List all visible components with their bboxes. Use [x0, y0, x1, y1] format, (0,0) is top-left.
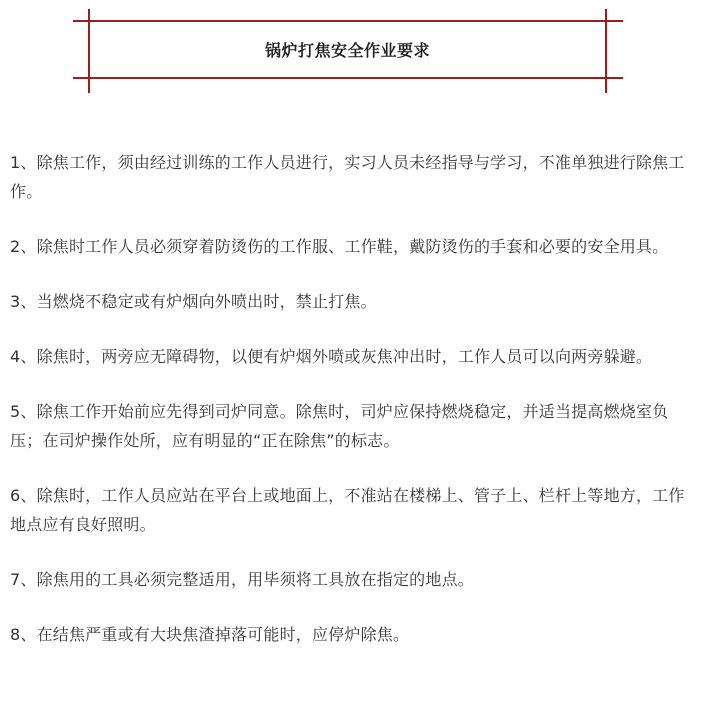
list-item: 1、除焦工作，须由经过训练的工作人员进行，实习人员未经指导与学习，不准单独进行除焦工作。 — [10, 153, 685, 201]
list-item: 7、除焦用的工具必须完整适用，用毕须将工具放在指定的地点。 — [10, 570, 474, 589]
list-item: 3、当燃烧不稳定或有炉烟向外喷出时，禁止打焦。 — [10, 292, 377, 311]
frame-right-line — [605, 9, 607, 93]
list-item: 5、除焦工作开始前应先得到司炉同意。除焦时，司炉应保持燃烧稳定，并适当提高燃烧室负压；在司炉操作处所，应有明显的“正在除焦”的标志。 — [10, 402, 669, 450]
frame-bottom-line — [73, 77, 623, 79]
list-item: 2、除焦时工作人员必须穿着防烫伤的工作服、工作鞋，戴防烫伤的手套和必要的安全用具。 — [10, 237, 669, 256]
list-item: 6、除焦时，工作人员应站在平台上或地面上，不准站在楼梯上、管子上、栏杆上等地方，工作地点应有良好照明。 — [10, 486, 685, 534]
requirements-list — [10, 148, 700, 675]
page-title: 锅炉打焦安全作业要求 — [264, 41, 430, 60]
list-item: 8、在结焦严重或有大块焦渣掉落可能时，应停炉除焦。 — [10, 625, 410, 644]
list-item: 4、除焦时，两旁应无障碍物，以便有炉烟外喷或灰焦冲出时，工作人员可以向两旁躲避。 — [10, 347, 653, 366]
title-frame — [0, 0, 725, 100]
